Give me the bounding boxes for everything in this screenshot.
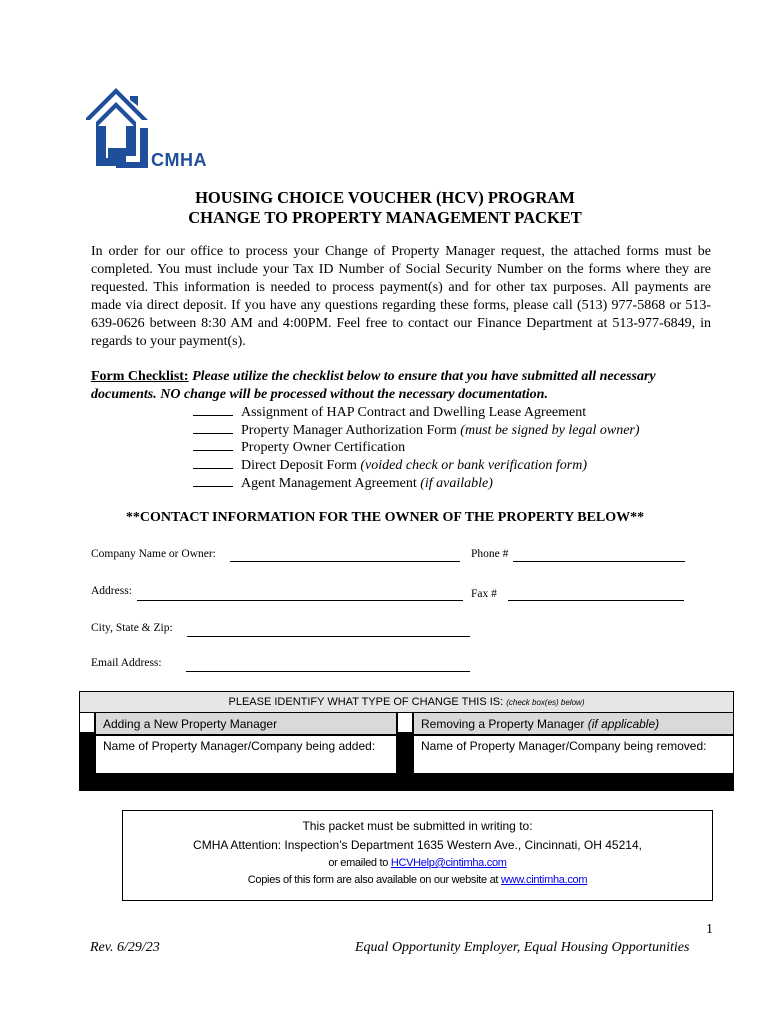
submission-info-box xyxy=(122,810,713,901)
submit-website-line: Copies of this form are also available on our website at www.cintimha.com xyxy=(247,874,588,886)
submit-line: This packet must be submitted in writing to: xyxy=(302,819,533,833)
remove-manager-label: Removing a Property Manager (if applicable) xyxy=(414,713,733,734)
page-number: 1 xyxy=(706,922,713,937)
email-field[interactable] xyxy=(186,671,470,672)
checkbox-blank[interactable] xyxy=(193,475,233,487)
submit-email-line: or emailed to HCVHelp@cintimha.com xyxy=(328,857,507,869)
phone-label: Phone # xyxy=(471,548,509,560)
checklist-item[interactable]: Assignment of HAP Contract and Dwelling Lease Agreement xyxy=(193,404,586,422)
checklist-item[interactable]: Agent Management Agreement (if available) xyxy=(193,475,493,493)
phone-field[interactable] xyxy=(513,561,685,562)
checkbox-blank[interactable] xyxy=(193,422,233,434)
submit-address: CMHA Attention: Inspection’s Department 1635 Western Ave., Cincinnati, OH 45214, xyxy=(193,838,642,852)
company-field[interactable] xyxy=(230,561,460,562)
checklist-heading xyxy=(91,368,691,404)
footer-tagline: Equal Opportunity Employer, Equal Housing Opportunities xyxy=(355,940,690,955)
remove-manager-name-field[interactable]: Name of Property Manager/Company being removed: xyxy=(414,736,733,773)
checklist-item[interactable]: Property Manager Authorization Form (must be signed by legal owner) xyxy=(193,422,640,440)
checklist-item[interactable]: Property Owner Certification xyxy=(193,439,405,457)
checkbox-blank[interactable] xyxy=(193,439,233,451)
change-type-heading: PLEASE IDENTIFY WHAT TYPE OF CHANGE THIS IS: (check box(es) below) xyxy=(79,691,734,713)
email-label: Email Address: xyxy=(91,657,162,669)
fax-field[interactable] xyxy=(508,600,684,601)
company-label: Company Name or Owner: xyxy=(91,548,216,560)
add-manager-checkbox[interactable] xyxy=(80,713,94,732)
remove-manager-checkbox[interactable] xyxy=(398,713,412,732)
fax-label: Fax # xyxy=(471,588,497,600)
contact-heading: **CONTACT INFORMATION FOR THE OWNER OF THE PROPERTY BELOW** xyxy=(125,510,645,525)
checkbox-blank[interactable] xyxy=(193,457,233,469)
add-manager-name-field[interactable]: Name of Property Manager/Company being added: xyxy=(96,736,396,773)
checklist-instructions: Please utilize the checklist below to ensure that you have submitted all necessary documents. NO change will be processed without the necessary documentation. xyxy=(91,369,656,402)
checkbox-blank[interactable] xyxy=(193,404,233,416)
address-label: Address: xyxy=(91,585,132,597)
address-field[interactable] xyxy=(137,600,463,601)
city-label: City, State & Zip: xyxy=(91,622,173,634)
checklist-item[interactable]: Direct Deposit Form (voided check or bank verification form) xyxy=(193,457,587,475)
email-link[interactable]: HCVHelp@cintimha.com xyxy=(390,857,507,869)
revision-date: Rev. 6/29/23 xyxy=(90,940,160,955)
document-title: HOUSING CHOICE VOUCHER (HCV) PROGRAM xyxy=(195,188,575,207)
checklist-label: Form Checklist: xyxy=(91,369,189,384)
city-field[interactable] xyxy=(187,636,470,637)
intro-paragraph: In order for our office to process your Change of Property Manager request, the attached forms must be completed. You must include your Tax ID Number of Social Security Number on the forms where they are requested. This information is needed to process payment(s) and for other tax purposes. All payments are made via direct deposit. If you have any questions regarding these forms, please call (513) 977-5868 or 513-639-0626 between 8:30 AM and 4:00PM. Feel free to contact our Finance Department at 513-977-6849, in regards to your payment(s). xyxy=(91,244,711,349)
add-manager-label: Adding a New Property Manager xyxy=(96,713,396,734)
website-link[interactable]: www.cintimha.com xyxy=(500,874,588,886)
logo-text: CMHA xyxy=(151,150,207,170)
document-subtitle: CHANGE TO PROPERTY MANAGEMENT PACKET xyxy=(188,208,582,227)
